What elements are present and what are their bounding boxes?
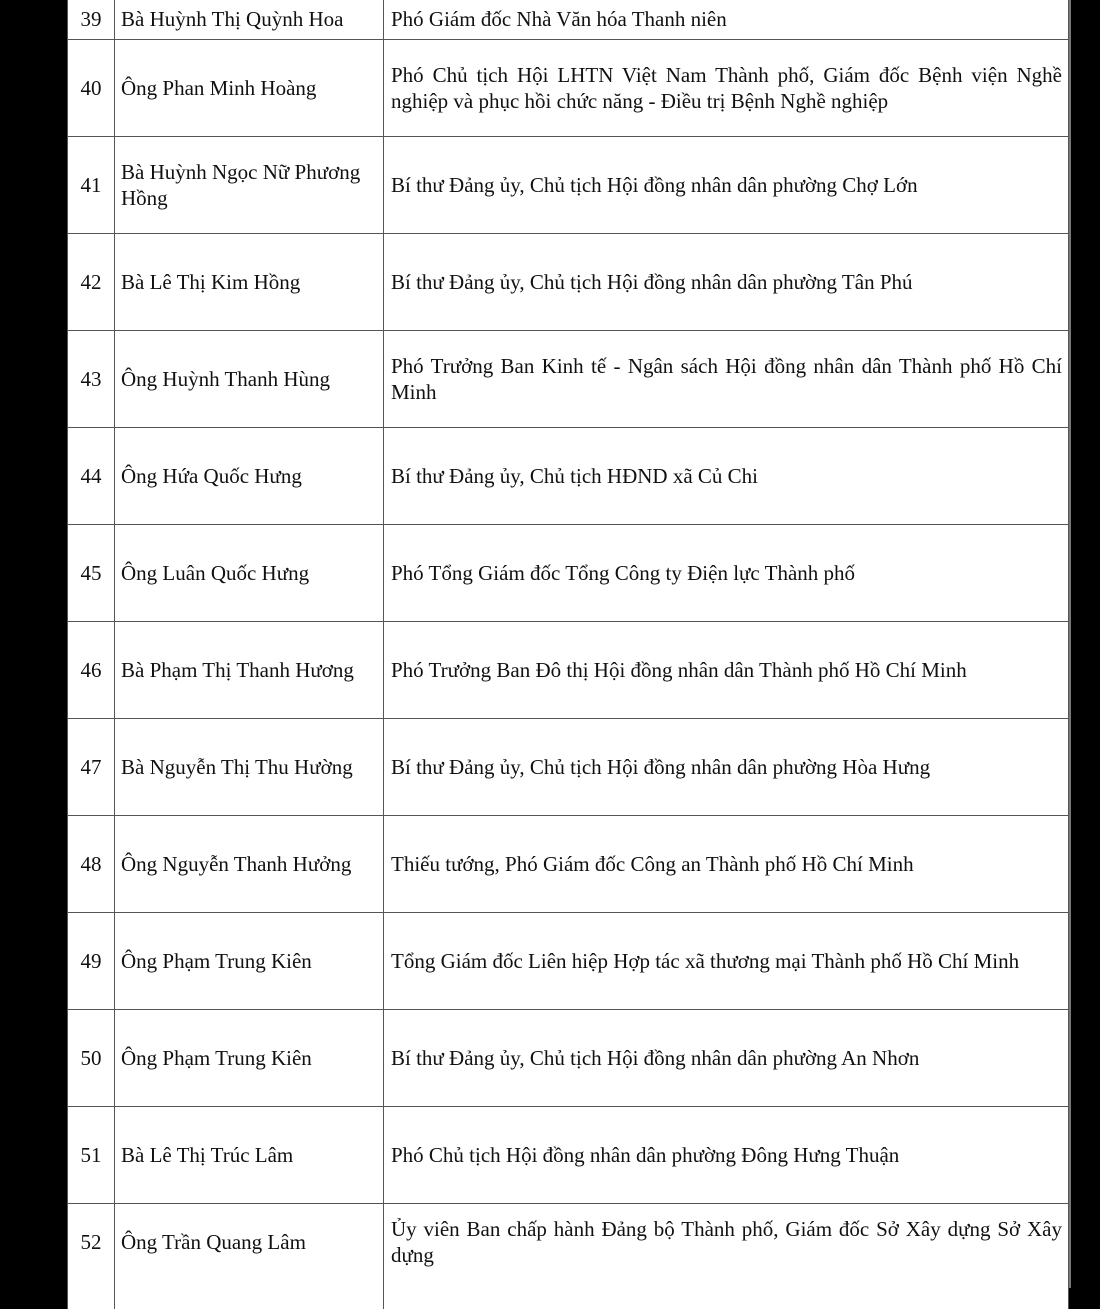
row-number: 43: [68, 331, 115, 428]
table-row: [68, 1204, 1069, 1309]
person-name: Bà Nguyễn Thị Thu Hường: [115, 719, 384, 816]
person-position: Bí thư Đảng ủy, Chủ tịch Hội đồng nhân dân phường Hòa Hưng: [384, 719, 1069, 816]
person-position: Phó Chủ tịch Hội đồng nhân dân phường Đông Hưng Thuận: [384, 1107, 1069, 1204]
row-number: 50: [68, 1010, 115, 1107]
person-position: Phó Trưởng Ban Kinh tế - Ngân sách Hội đồng nhân dân Thành phố Hồ Chí Minh: [384, 331, 1069, 428]
person-name: Bà Lê Thị Trúc Lâm: [115, 1107, 384, 1204]
table-row: [68, 137, 1069, 234]
table-row: [68, 0, 1069, 40]
person-name: Ông Phan Minh Hoàng: [115, 40, 384, 137]
row-number: 44: [68, 428, 115, 525]
person-name: Ông Nguyễn Thanh Hưởng: [115, 816, 384, 913]
row-number: 46: [68, 622, 115, 719]
person-name: Ông Phạm Trung Kiên: [115, 913, 384, 1010]
page-right-edge: [1069, 0, 1071, 1288]
person-position: Ủy viên Ban chấp hành Đảng bộ Thành phố, Giám đốc Sở Xây dựng Sở Xây dựng: [384, 1204, 1069, 1309]
person-position: Bí thư Đảng ủy, Chủ tịch Hội đồng nhân dân phường Tân Phú: [384, 234, 1069, 331]
table-row: [68, 234, 1069, 331]
row-number: 39: [68, 0, 115, 40]
row-number: 52: [68, 1204, 115, 1309]
person-name: Ông Hứa Quốc Hưng: [115, 428, 384, 525]
person-name: Bà Huỳnh Thị Quỳnh Hoa: [115, 0, 384, 40]
person-position: Phó Chủ tịch Hội LHTN Việt Nam Thành phố, Giám đốc Bệnh viện Nghề nghiệp và phục hồi chức năng - Điều trị Bệnh Nghề nghiệp: [384, 40, 1069, 137]
person-name: Bà Lê Thị Kim Hồng: [115, 234, 384, 331]
row-number: 47: [68, 719, 115, 816]
row-number: 42: [68, 234, 115, 331]
row-number: 49: [68, 913, 115, 1010]
person-position: Phó Giám đốc Nhà Văn hóa Thanh niên: [384, 0, 1069, 40]
table-row: [68, 1107, 1069, 1204]
person-position: Bí thư Đảng ủy, Chủ tịch Hội đồng nhân dân phường Chợ Lớn: [384, 137, 1069, 234]
table-row: [68, 816, 1069, 913]
person-position: Tổng Giám đốc Liên hiệp Hợp tác xã thương mại Thành phố Hồ Chí Minh: [384, 913, 1069, 1010]
table-row: [68, 622, 1069, 719]
person-name: Ông Huỳnh Thanh Hùng: [115, 331, 384, 428]
person-position: Phó Trưởng Ban Đô thị Hội đồng nhân dân Thành phố Hồ Chí Minh: [384, 622, 1069, 719]
person-name: Ông Phạm Trung Kiên: [115, 1010, 384, 1107]
person-name: Ông Trần Quang Lâm: [115, 1204, 384, 1309]
table-row: [68, 719, 1069, 816]
person-name: Bà Huỳnh Ngọc Nữ Phương Hồng: [115, 137, 384, 234]
person-position: Bí thư Đảng ủy, Chủ tịch HĐND xã Củ Chi: [384, 428, 1069, 525]
table-row: [68, 913, 1069, 1010]
person-name: Bà Phạm Thị Thanh Hương: [115, 622, 384, 719]
row-number: 41: [68, 137, 115, 234]
table-row: [68, 428, 1069, 525]
person-position: Thiếu tướng, Phó Giám đốc Công an Thành phố Hồ Chí Minh: [384, 816, 1069, 913]
person-position: Bí thư Đảng ủy, Chủ tịch Hội đồng nhân dân phường An Nhơn: [384, 1010, 1069, 1107]
document-page: [67, 0, 1069, 1309]
row-number: 45: [68, 525, 115, 622]
personnel-table: [67, 0, 1069, 1309]
row-number: 40: [68, 40, 115, 137]
row-number: 51: [68, 1107, 115, 1204]
table-row: [68, 40, 1069, 137]
person-name: Ông Luân Quốc Hưng: [115, 525, 384, 622]
table-row: [68, 331, 1069, 428]
table-row: [68, 525, 1069, 622]
person-position: Phó Tổng Giám đốc Tổng Công ty Điện lực Thành phố: [384, 525, 1069, 622]
row-number: 48: [68, 816, 115, 913]
table-row: [68, 1010, 1069, 1107]
